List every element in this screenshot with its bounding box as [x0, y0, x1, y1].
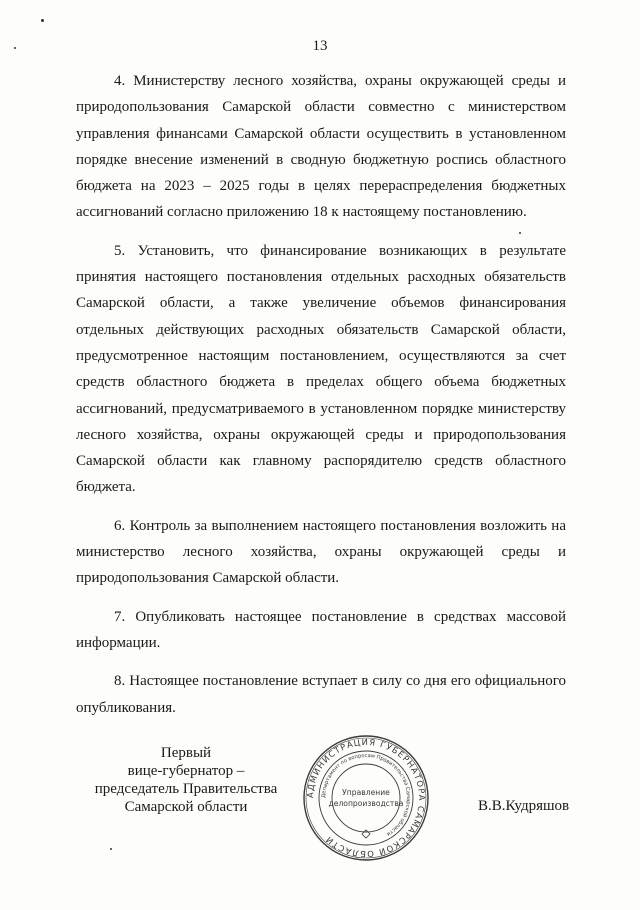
scan-speck [41, 19, 44, 22]
stamp-inner-text: Департамент по вопросам Правительства Самарской области [320, 752, 412, 837]
stamp-center-line: Управление [342, 788, 390, 797]
official-seal-stamp [302, 734, 430, 862]
decree-body [76, 68, 566, 733]
paragraph-8: 8. Настоящее постановление вступает в силу со дня его официального опубликования. [76, 673, 566, 716]
signer-title-line: вице-губернатор – [127, 763, 245, 779]
signer-title-line: Первый [160, 745, 212, 761]
signer-title [86, 744, 286, 816]
paragraph-7: 7. Опубликовать настоящее постановление в средствах массовой информации. [76, 608, 566, 651]
page-number: 13 [312, 38, 328, 54]
signer-name: В.В.Кудряшов [478, 798, 570, 814]
stamp-star-icon [362, 830, 370, 838]
paragraph-6: 6. Контроль за выполнением настоящего постановления возложить на министерство лесного хозяйства, охраны окружающей среды и природопользования Самарской области. [76, 517, 566, 587]
paragraph-4: 4. Министерству лесного хозяйства, охраны окружающей среды и природопользования Самарской области совместно с министерством управления финансами Самарской области осуществить в установленном порядке внесение изменений в сводную бюджетную роспись областного бюджета на 2023 – 2025 годы в целях перераспределения бюджетных ассигнований согласно приложению 18 к настоящему постановлению. [76, 73, 566, 221]
paragraph-5: 5. Установить, что финансирование возникающих в результате принятия настоящего постановления отдельных расходных обязательств Самарской области, а также увеличение объемов финансирования отдельных действующих расходных обязательств Самарской области, предусмотренное настоящим постановлением, осуществляются за счет средств областного бюджета в пределах общего объема бюджетных ассигнований, предусматриваемого в установленном порядке министерству лесного хозяйства, охраны окружающей среды и природопользования Самарской области как главному распорядителю средств областного бюджета. [76, 242, 566, 496]
stamp-outer-text: АДМИНИСТРАЦИЯ ГУБЕРНАТОРА САМАРСКОЙ ОБЛАСТИ [304, 736, 428, 860]
signer-title-line: Самарской области [124, 799, 248, 815]
signature-block [0, 734, 640, 874]
signer-title-line: председатель Правительства [94, 781, 278, 797]
stamp-center-line: делопроизводства [328, 799, 404, 808]
